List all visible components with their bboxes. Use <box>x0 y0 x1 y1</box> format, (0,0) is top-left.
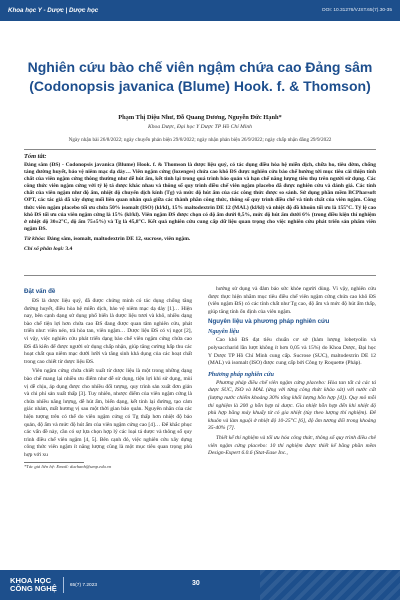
article-dates: Ngày nhận bài 26/8/2022; ngày chuyển phản biện 29/8/2022; ngày nhận phản biện 26/9/2022; ngày chấp nhận đăng 29/9/2022 <box>68 137 332 143</box>
article-title <box>24 58 376 96</box>
classification-label: Chỉ số phân loại: <box>24 246 64 253</box>
intro-paragraph-1: ĐS là dược liệu quý, đã được chứng minh có tác dụng chống tăng đường huyết, điều hòa hệ miễn dịch, bảo vệ niêm mạc dạ dày [1]… Hiện nay, bên cạnh dạng sử dụng phổ biến là dược liệu tươi và khô, nhiều dạng bào chế tiện lợi hơn chứa cao ĐS đang được quan tâm nghiên cứu, phát triển như: viên nén, trà hòa tan, viên ngậm… Dược liệu ĐS có vị ngọt [2], vì vậy, việc nghiên cứu phát triển dạng bào chế viên ngậm cứng chứa cao ĐS đã kiến để được người sử dụng chấp nhận, giúp tăng cường hấp thu các hoạt chất qua niêm mạc dưới lưỡi và tăng sinh khả dụng của các hoạt chất trong cao chiết từ dược liệu ĐS. <box>24 298 192 365</box>
header-band <box>0 0 400 21</box>
method-subheading: Phương pháp nghiên cứu <box>208 370 274 378</box>
section-label: Khoa học Y - Dược | Dược học <box>8 7 99 14</box>
materials-paragraph: Cao khô ĐS đạt tiêu chuẩn cơ sở (hàm lượng lobetyolin và polysaccharid lần lượt không ít hơn 0,05 và 15%) do Khoa Dược, Đại học Y Dược TP Hồ Chí Minh cung cấp. Sucrose (SUC), maltodextrin DE 12 (MAL) và isomalt (ISO) được cung cấp bởi Công ty Roquette (Pháp). <box>208 337 376 367</box>
classification-line <box>24 246 376 253</box>
journal-logo <box>10 577 64 593</box>
logo-line-1: KHOA HỌC <box>10 576 52 586</box>
intro-heading: Đặt vấn đề <box>24 288 56 295</box>
method-paragraph-1: Phương pháp điều chế viên ngậm cứng placebo: Hòa tan tất cả các tá dược SUC, ISO và MAL (ứng với từng công thức khảo sát) với nước cất (lượng nước chiếm khoảng 30% tổng khối lượng hỗn hợp [4]). Quy mô mỗi thí nghiệm là 200 g hỗn hợp tá dược. Gia nhiệt hỗn hợp đến khi nhiệt độ phù hợp bằng máy khuấy từ có gia nhiệt (tùy theo lượng thí nghiệm). Để khuôn và làm nguội ở nhiệt độ 10-25°C [6], độ ẩm tương đối trong khoảng 35-40% [7]. <box>208 379 376 432</box>
left-column <box>24 286 192 560</box>
footnote-divider <box>24 462 84 463</box>
intro-paragraph-3: hướng sử dụng và đảm bảo sức khỏe người dùng. Vì vậy, nghiên cứu được thực hiện nhằm mục tiêu điều chế viên ngậm cứng chứa cao khô ĐS (viên ngậm ĐS) có các tính chất như Tg cao, độ ẩm và mức độ hút ẩm thấp, giúp tăng tính ổn định của viên ngậm. <box>208 286 376 315</box>
footnote: *Tác giả liên hệ: Email: duchanh@ump.edu.vn <box>24 464 112 470</box>
authors: Phạm Thị Diệu Như, Đỗ Quang Dương, Nguyễn Đức Hạnh* <box>118 114 282 121</box>
footer-pattern <box>260 570 400 600</box>
logo-line-2: CÔNG NGHỆ <box>10 584 57 593</box>
methods-heading: Nguyên liệu và phương pháp nghiên cứu <box>208 318 330 326</box>
page-number: 30 <box>192 580 200 587</box>
keywords-label: Từ khóa: <box>24 235 46 242</box>
materials-subheading: Nguyên liệu <box>208 328 240 336</box>
abstract-text: Đảng sâm (ĐS) - Codonopsis javanica (Blume) Hook. f. & Thomson là dược liệu quý, có tác dụng điều hòa hệ miễn dịch, chữa ho, tiêu đờm, chống táng đường huyết, bảo vệ niêm mạc dạ dày… Viên ngậm cứng (lozenges) chứa cao khô ĐS được nghiên cứu bào chế hướng tới mục tiêu cải thiện tính chất của viên ngậm cứng thông thường như dễ hút ẩm, kết tinh lại trong quá trình bảo quản và hạn chế nâng lượng tiêu thụ trên người sử dụng. Các công thức viên ngậm cứng với tỷ lệ tá dược khác nhau và thông số quy trình điều chế viên ngậm placebo đã được nghiên cứu và đánh giá. Các tính chất của viên ngậm như độ ẩm, nhiệt độ chuyển dịch kính (Tg) và mức độ hút ẩm của các công thức được so sánh. Sử dụng phần mềm BCPharsoft OPT, các tác giả đã xây dựng mối liên quan nhân quả giữa các thành phần công thức, thông số quy trình điều chế và tính chất của viên ngậm. Công thức viên ngậm placebo tối ưu chứa 50% isomalt (ISO) (kl/kl), 15% maltodextrin DE 12 (MAL) (kl/kl) và nhiệt độ đồ khuôn tối ưu là 155°C. Tỷ lệ cao khô ĐS tối ưu của viên ngậm cứng là 15% (kl/kl). Viên ngậm ĐS được chọn có độ ẩm dưới 0,5%, mức độ hút ẩm dưới 6% (trong điều kiện thí nghiệm ở nhiệt độ 30±2°C, độ ẩm 75±5%) và Tg là 45,8°C. Kết quả nghiên cứu cung cấp dữ liệu quan trọng cho việc nghiên cứu phát triển sản phẩm viên ngậm ĐS. <box>24 162 376 232</box>
title-line-1: Nghiên cứu bào chế viên ngậm chứa cao Đảng sâm <box>27 59 373 75</box>
keywords-line <box>24 236 376 243</box>
intro-paragraph-2: Viên ngậm cứng chứa chiết xuất từ dược liệu là một trong những dạng bào chế mang lại nhiều ưu điểm như dễ sử dụng, tiện lợi khi sử dụng, mùi vị dễ chịu, áp dụng được cho nhiều đối tượng, quy trình sản xuất đơn giản và chi phí sản xuất thấp [3]. Tuy nhiên, nhược điểm của viên ngậm cứng là chứa nhiều năng lượng, dễ hút ẩm, biến dạng, kết tinh lại đường, tạo cảm giác nhám, mất hương vị sau một thời gian bảo quản. Nguyên nhân của các hiện tượng trên có thể do viên ngậm cứng có Tg thấp hơn nhiệt độ bảo quản, độ ẩm và mức độ hút ẩm của viên ngậm cứng cao [4]… Để khắc phục các vấn đề này, cần có sự lựa chọn hợp lý các loại tá dược và thông số quy trình điều chế viên ngậm [4, 5]. Bên cạnh đó, việc nghiên cứu xây dựng công thức viên ngậm ít năng lượng cũng là một mục tiêu quan trọng phù hợp với xu <box>24 368 192 458</box>
affiliation: Khoa Dược, Đại học Y Dược TP Hồ Chí Minh <box>148 124 252 130</box>
right-column <box>208 286 376 560</box>
abstract-heading: Tóm tắt: <box>24 153 47 160</box>
classification-value: 3.4 <box>65 246 73 253</box>
issue-label: 65(7) 7.2023 <box>69 582 98 588</box>
title-line-2: (Codonopsis javanica (Blume) Hook. f. & Thomson) <box>29 78 371 94</box>
abstract-box <box>24 149 376 276</box>
keywords-value: Đảng sâm, isomalt, maltodextrin DE 12, sucrose, viên ngậm. <box>46 235 191 242</box>
doi-label: DOI: 10.31276/VJST.65(7).30-35 <box>322 8 392 13</box>
footer-band <box>0 570 400 600</box>
method-paragraph-2: Thiết kế thí nghiệm và tối ưu hóa công thức, thông số quy trình điều chế viên ngậm cứng placebo: 10 thí nghiệm được thiết kế bằng phần mềm Design-Expert 6.0.6 (Stat-Ease Inc., <box>208 434 376 457</box>
